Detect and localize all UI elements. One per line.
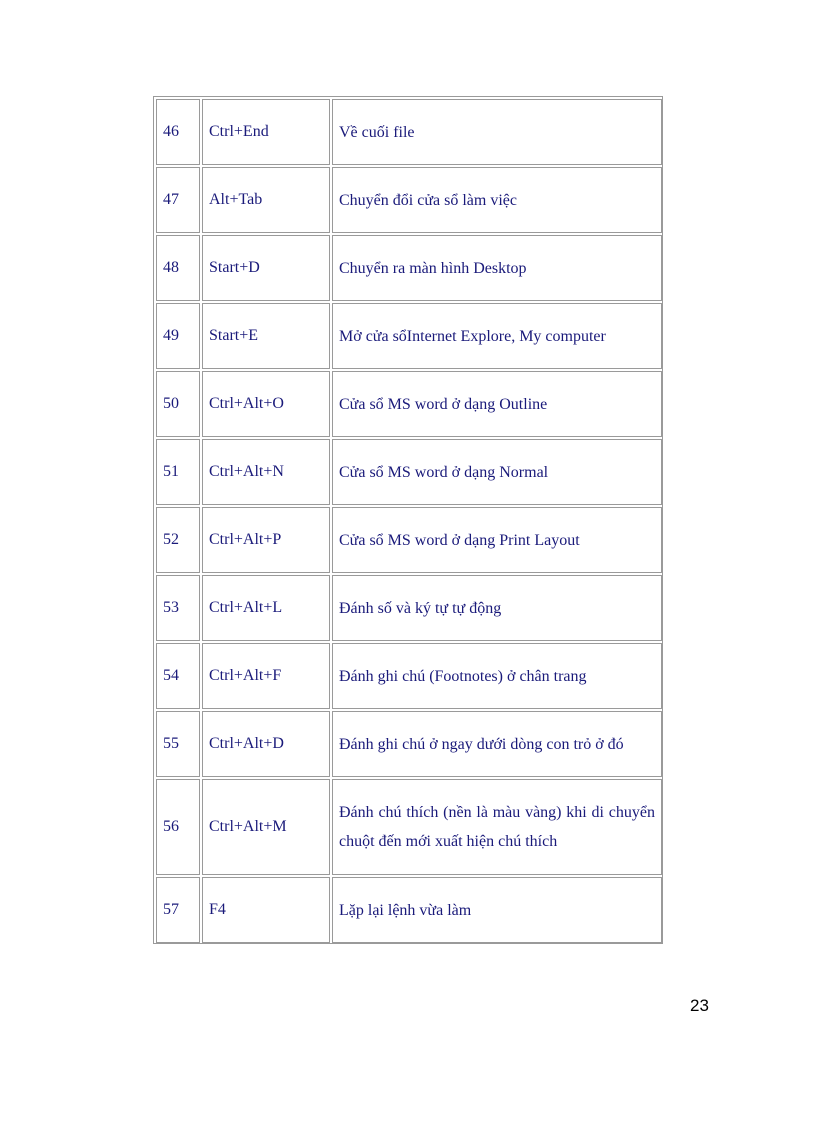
- row-number: 52: [156, 507, 200, 573]
- table-row: [156, 779, 662, 875]
- row-number: 51: [156, 439, 200, 505]
- shortcut-description: Chuyển ra màn hình Desktop: [332, 235, 662, 301]
- shortcut-description: Cửa sổ MS word ở dạng Print Layout: [332, 507, 662, 573]
- table-row: [156, 507, 662, 573]
- shortcut-description: Đánh ghi chú ở ngay dưới dòng con trỏ ở đó: [332, 711, 662, 777]
- row-number: 50: [156, 371, 200, 437]
- shortcut-description: Cửa sổ MS word ở dạng Outline: [332, 371, 662, 437]
- shortcut-description: Cửa sổ MS word ở dạng Normal: [332, 439, 662, 505]
- row-number: 57: [156, 877, 200, 943]
- shortcut-key: Ctrl+Alt+O: [202, 371, 330, 437]
- row-number: 56: [156, 779, 200, 875]
- table-row: [156, 371, 662, 437]
- shortcut-key: Ctrl+Alt+M: [202, 779, 330, 875]
- shortcut-key: Start+D: [202, 235, 330, 301]
- shortcut-description: Đánh ghi chú (Footnotes) ở chân trang: [332, 643, 662, 709]
- shortcut-description: Đánh chú thích (nền là màu vàng) khi di chuyển chuột đến mới xuất hiện chú thích: [332, 779, 662, 875]
- row-number: 47: [156, 167, 200, 233]
- shortcut-key: Ctrl+End: [202, 99, 330, 165]
- shortcut-key: Alt+Tab: [202, 167, 330, 233]
- table-row: [156, 575, 662, 641]
- page-number: 23: [690, 996, 709, 1015]
- table-row: [156, 877, 662, 943]
- shortcut-key: Ctrl+Alt+D: [202, 711, 330, 777]
- row-number: 54: [156, 643, 200, 709]
- row-number: 55: [156, 711, 200, 777]
- row-number: 46: [156, 99, 200, 165]
- table-row: [156, 99, 662, 165]
- row-number: 48: [156, 235, 200, 301]
- table-row: [156, 167, 662, 233]
- shortcut-key: Ctrl+Alt+F: [202, 643, 330, 709]
- shortcut-key: Ctrl+Alt+L: [202, 575, 330, 641]
- row-number: 49: [156, 303, 200, 369]
- shortcut-description: Về cuối file: [332, 99, 662, 165]
- shortcut-description: Lặp lại lệnh vừa làm: [332, 877, 662, 943]
- shortcut-key: Ctrl+Alt+P: [202, 507, 330, 573]
- shortcut-description: Đánh số và ký tự tự động: [332, 575, 662, 641]
- shortcut-key: Ctrl+Alt+N: [202, 439, 330, 505]
- table-row: [156, 643, 662, 709]
- table-row: [156, 303, 662, 369]
- table-row: [156, 235, 662, 301]
- table-row: [156, 439, 662, 505]
- shortcut-key: Start+E: [202, 303, 330, 369]
- shortcut-description: Mở cửa sổInternet Explore, My computer: [332, 303, 662, 369]
- table-row: [156, 711, 662, 777]
- shortcut-description: Chuyển đổi cửa sổ làm việc: [332, 167, 662, 233]
- shortcut-table: [154, 97, 664, 945]
- shortcut-key: F4: [202, 877, 330, 943]
- shortcut-table-frame: [153, 96, 663, 944]
- row-number: 53: [156, 575, 200, 641]
